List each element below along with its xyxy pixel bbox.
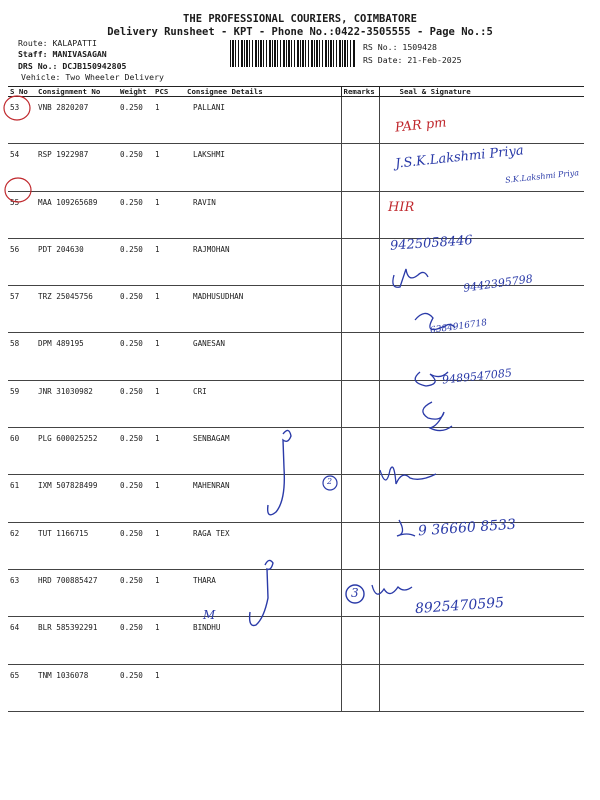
consignee-cell: MAHENRAN xyxy=(185,475,341,522)
col-sno: S No xyxy=(8,87,36,97)
staff-label: Staff: MANIVASAGAN xyxy=(18,49,107,59)
consignee-cell: LAKSHMI xyxy=(185,144,341,191)
handwriting-63: 9 36660 8533 xyxy=(417,516,517,540)
sno-cell: 65 xyxy=(8,664,36,711)
rs-number: RS No.: 1509428 xyxy=(363,42,437,52)
handwriting-54-b: S.K.Lakshmi Priya xyxy=(504,168,580,185)
pcs-cell: 1 xyxy=(153,428,185,475)
consignment-cell: DPM 489195 xyxy=(36,333,118,380)
handwriting-53: PAR pm xyxy=(394,115,448,136)
sno-cell: 54 xyxy=(8,144,36,191)
signature-scribble xyxy=(372,585,412,594)
weight-cell: 0.250 xyxy=(118,380,153,427)
signature-scribble xyxy=(380,467,436,484)
col-remarks: Remarks xyxy=(341,87,379,97)
consignment-cell: TRZ 25045756 xyxy=(36,286,118,333)
sno-cell: 58 xyxy=(8,333,36,380)
signature-scribble xyxy=(393,269,428,287)
consignee-cell: RAJMOHAN xyxy=(185,238,341,285)
handwriting-56: 9425058446 xyxy=(389,233,474,254)
pcs-cell: 1 xyxy=(153,617,185,664)
consignee-cell: GANESAN xyxy=(185,333,341,380)
handwriting-65-a: 3 xyxy=(351,586,359,600)
signature-scribble xyxy=(397,520,415,536)
col-consignee: Consignee Details xyxy=(185,87,341,97)
runsheet-subtitle: Delivery Runsheet - KPT - Phone No.:0422-3505555 - Page No.:5 xyxy=(107,26,493,38)
handwriting-59: 9489547085 xyxy=(441,366,513,387)
rs-date: RS Date: 21-Feb-2025 xyxy=(363,55,462,65)
consignment-cell: TNM 1036078 xyxy=(36,664,118,711)
sno-cell: 59 xyxy=(8,380,36,427)
consignee-cell: BINDHU xyxy=(185,617,341,664)
col-weight: Weight xyxy=(118,87,153,97)
col-seal: Seal & Signature xyxy=(379,87,584,97)
sno-cell: 53 xyxy=(8,97,36,144)
drs-number: DRS No.: DCJB150942805 xyxy=(18,61,127,71)
weight-cell: 0.250 xyxy=(118,664,153,711)
weight-cell: 0.250 xyxy=(118,569,153,616)
pcs-cell: 1 xyxy=(153,333,185,380)
consignment-cell: RSP 1922987 xyxy=(36,144,118,191)
handwriting-55: HIR xyxy=(388,200,415,215)
consignment-cell: TUT 1166715 xyxy=(36,522,118,569)
pcs-cell: 1 xyxy=(153,238,185,285)
sno-cell: 57 xyxy=(8,286,36,333)
sno-cell: 55 xyxy=(8,191,36,238)
handwriting-65-c: M xyxy=(203,608,216,622)
pcs-cell: 1 xyxy=(153,191,185,238)
consignment-cell: JNR 31030982 xyxy=(36,380,118,427)
sno-cell: 63 xyxy=(8,569,36,616)
weight-cell: 0.250 xyxy=(118,238,153,285)
weight-cell: 0.250 xyxy=(118,428,153,475)
pcs-cell: 1 xyxy=(153,97,185,144)
pcs-cell: 1 xyxy=(153,380,185,427)
consignment-cell: VNB 2820207 xyxy=(36,97,118,144)
pcs-cell: 1 xyxy=(153,144,185,191)
weight-cell: 0.250 xyxy=(118,191,153,238)
sno-cell: 61 xyxy=(8,475,36,522)
company-title: THE PROFESSIONAL COURIERS, COIMBATORE xyxy=(183,13,417,25)
pcs-cell: 1 xyxy=(153,286,185,333)
col-consignment: Consignment No xyxy=(36,87,118,97)
sno-cell: 56 xyxy=(8,238,36,285)
handwriting-65-b: 8925470595 xyxy=(414,594,505,618)
consignee-cell: RAVIN xyxy=(185,191,341,238)
signature-scribble xyxy=(423,402,452,431)
consignee-cell: PALLANI xyxy=(185,97,341,144)
consignee-cell: CRI xyxy=(185,380,341,427)
pcs-cell: 1 xyxy=(153,475,185,522)
vehicle-label: Vehicle: Two Wheeler Delivery xyxy=(21,72,164,82)
pen-stroke xyxy=(250,560,273,625)
pcs-cell: 1 xyxy=(153,664,185,711)
handwriting-58: 6384916718 xyxy=(429,318,488,336)
handwriting-62: 2 xyxy=(327,477,333,486)
consignment-cell: BLR 585392291 xyxy=(36,617,118,664)
weight-cell: 0.250 xyxy=(118,333,153,380)
red-circle-55 xyxy=(5,178,31,202)
consignment-cell: IXM 507828499 xyxy=(36,475,118,522)
weight-cell: 0.250 xyxy=(118,522,153,569)
sno-cell: 62 xyxy=(8,522,36,569)
consignment-cell: PLG 600025252 xyxy=(36,428,118,475)
weight-cell: 0.250 xyxy=(118,617,153,664)
handwriting-57: 9442395798 xyxy=(462,272,534,295)
consignee-cell: RAGA TEX xyxy=(185,522,341,569)
consignee-cell: SENBAGAM xyxy=(185,428,341,475)
weight-cell: 0.250 xyxy=(118,475,153,522)
consignment-cell: HRD 700885427 xyxy=(36,569,118,616)
weight-cell: 0.250 xyxy=(118,144,153,191)
handwriting-54-a: J.S.K.Lakshmi Priya xyxy=(394,143,525,172)
consignment-cell: PDT 204630 xyxy=(36,238,118,285)
col-pcs: PCS xyxy=(153,87,185,97)
red-circle-53 xyxy=(4,96,30,120)
pcs-cell: 1 xyxy=(153,522,185,569)
consignee-cell: THARA xyxy=(185,569,341,616)
weight-cell: 0.250 xyxy=(118,97,153,144)
pcs-cell: 1 xyxy=(153,569,185,616)
sno-cell: 64 xyxy=(8,617,36,664)
pen-stroke xyxy=(268,430,291,514)
route-label: Route: KALAPATTI xyxy=(18,38,97,48)
sno-cell: 60 xyxy=(8,428,36,475)
weight-cell: 0.250 xyxy=(118,286,153,333)
consignment-cell: MAA 109265689 xyxy=(36,191,118,238)
consignee-cell: MADHUSUDHAN xyxy=(185,286,341,333)
